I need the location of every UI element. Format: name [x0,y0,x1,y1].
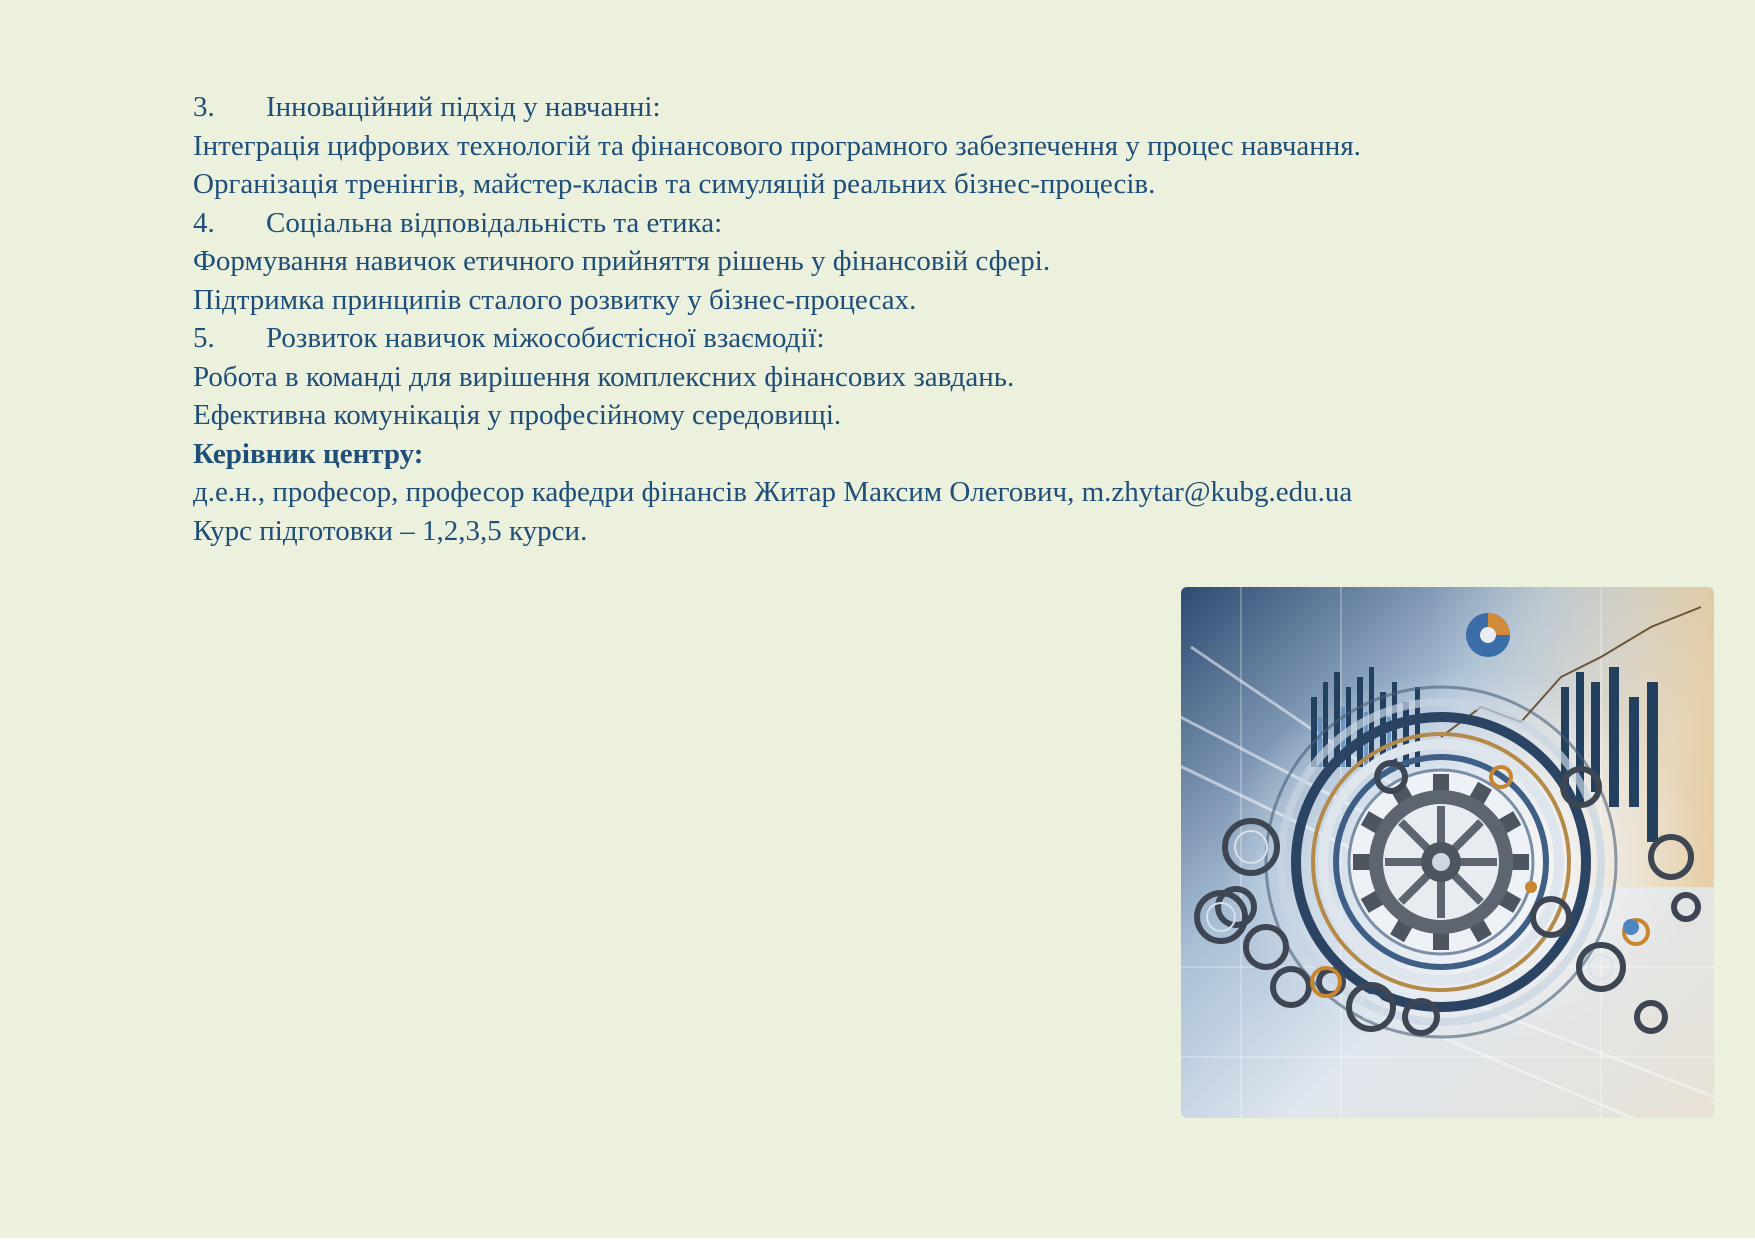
paragraph-line: Організація тренінгів, майстер-класів та симуляцій реальних бізнес-процесів. [193,168,1156,200]
paragraph-line: Робота в команді для вирішення комплексних фінансових завдань. [193,360,1015,393]
list-item-text: Соціальна відповідальність та етика: [266,206,723,239]
gears-chart-illustration [1181,587,1714,1118]
list-number: 5. [193,322,215,354]
training-course-line: Курс підготовки – 1,2,3,5 курси. [193,514,588,547]
center-head-heading: Керівник центру: [193,437,424,470]
paragraph-line: Ефективна комунікація у професійному середовищі. [193,399,842,431]
list-item-text: Розвиток навичок міжособистісної взаємодії: [266,322,825,354]
list-number: 3. [193,91,215,123]
list-item-text: Інноваційний підхід у навчанні: [266,91,661,123]
paragraph-line: Формування навичок етичного прийняття рішень у фінансовій сфері. [193,245,1051,277]
gears-chart-image [1181,587,1714,1118]
list-item-interpersonal-skills [193,319,1713,358]
paragraph-line: Підтримка принципів сталого розвитку у бізнес-процесах. [193,283,917,316]
center-head-details: д.е.н., професор, професор кафедри фінансів Житар Максим Олегович, m.zhytar@kubg.edu.ua [193,476,1353,508]
paragraph-line: Інтеграція цифрових технологій та фінансового програмного забезпечення у процес навчання. [193,129,1361,162]
document-body [193,88,1713,550]
list-item-social-responsibility [193,204,1713,243]
list-number: 4. [193,206,215,239]
list-item-innovative-approach [193,88,1713,127]
